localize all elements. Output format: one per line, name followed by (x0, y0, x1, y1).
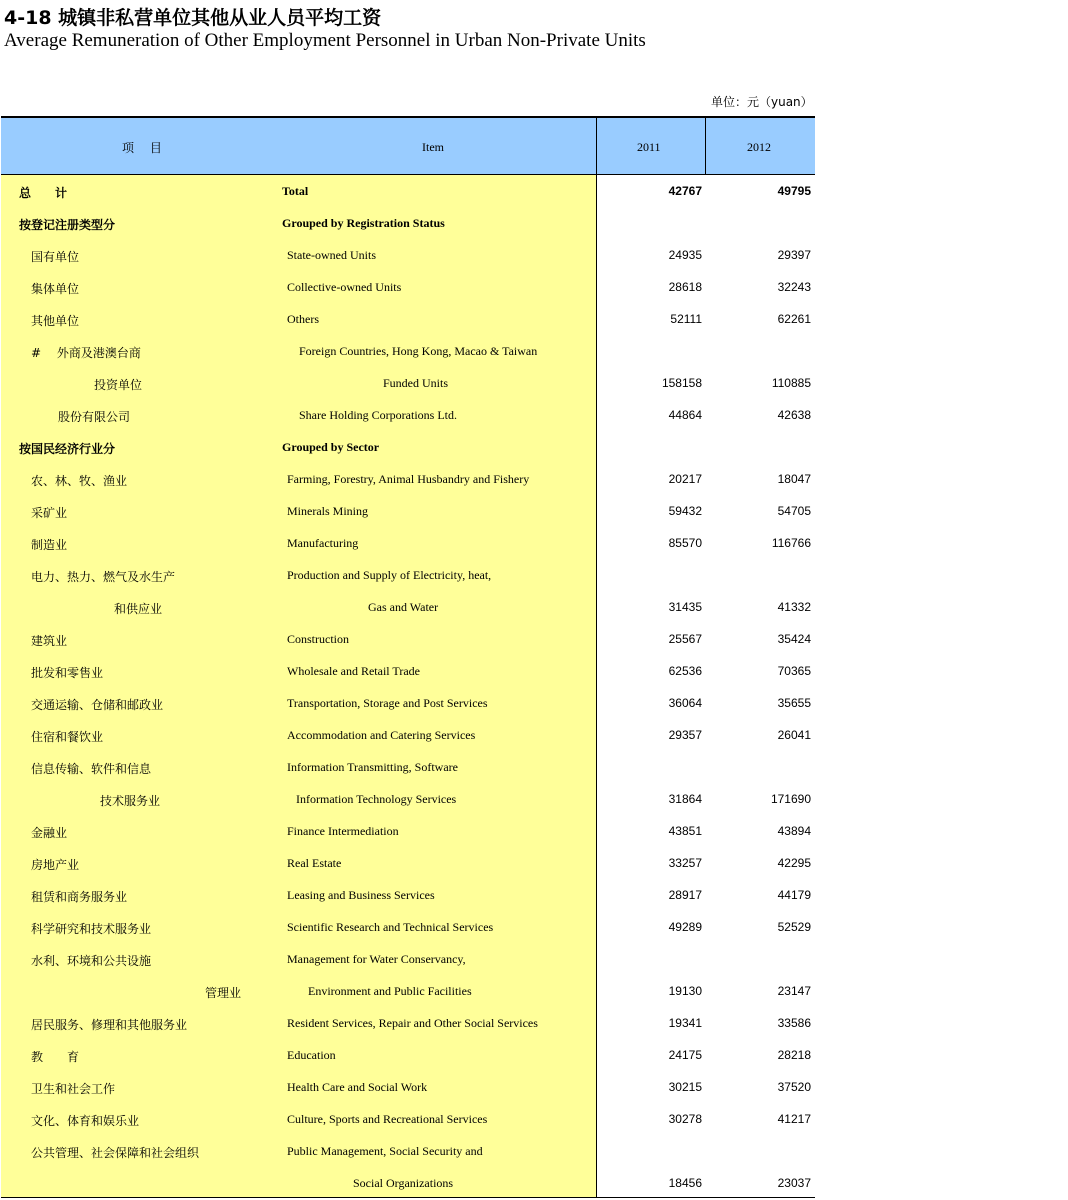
item-label-cn: 总 计 (19, 186, 68, 200)
table-header (1, 116, 815, 175)
value-2012: 23037 (777, 1176, 811, 1190)
item-label-en: Social Organizations (353, 1176, 454, 1190)
table-row (0, 463, 820, 495)
value-2012: 52529 (777, 920, 811, 934)
value-2011: 158158 (661, 376, 702, 390)
value-2012: 32243 (777, 280, 811, 294)
value-2012: 35655 (777, 696, 811, 710)
item-label-en: Public Management, Social Security and (287, 1144, 483, 1158)
header-year-2011: 2011 (637, 140, 661, 154)
item-label-cn: 居民服务、修理和其他服务业 (31, 1018, 188, 1032)
item-label-cn: 金融业 (31, 826, 68, 840)
item-label-en: Education (287, 1048, 336, 1062)
value-2012: 23147 (777, 984, 811, 998)
item-label-cn: 水利、环境和公共设施 (31, 954, 152, 968)
table-row (0, 943, 820, 975)
value-2011: 42767 (668, 184, 702, 198)
value-2011: 30278 (668, 1112, 702, 1126)
table-row (0, 751, 820, 783)
item-label-en: Minerals Mining (287, 504, 368, 518)
page-title-en: Average Remuneration of Other Employment Personnel in Urban Non-Private Units (4, 30, 646, 51)
item-label-cn: 按国民经济行业分 (19, 442, 116, 456)
item-label-en: Grouped by Registration Status (282, 216, 445, 230)
value-2011: 43851 (668, 824, 702, 838)
item-label-en: Scientific Research and Technical Services (287, 920, 494, 934)
item-label-en: Transportation, Storage and Post Services (287, 696, 488, 710)
item-label-cn: 信息传输、软件和信息 (31, 762, 152, 776)
table-row (0, 719, 820, 751)
item-label-en: Total (282, 184, 309, 198)
header-item-cn: 项 目 (122, 141, 168, 155)
item-label-en: Accommodation and Catering Services (287, 728, 476, 742)
value-2011: 29357 (668, 728, 702, 742)
value-2012: 37520 (777, 1080, 811, 1094)
item-label-cn: 建筑业 (31, 634, 68, 648)
table-row (0, 879, 820, 911)
item-label-cn: 批发和零售业 (31, 666, 104, 680)
item-label-cn: 管理业 (205, 986, 242, 1000)
value-2012: 42295 (777, 856, 811, 870)
item-label-cn: 卫生和社会工作 (31, 1082, 116, 1096)
value-2012: 70365 (777, 664, 811, 678)
item-label-cn: 电力、热力、燃气及水生产 (31, 570, 176, 584)
table-row (0, 303, 820, 335)
item-label-en: Grouped by Sector (282, 440, 380, 454)
item-label-en: State-owned Units (287, 248, 376, 262)
item-label-cn: 其他单位 (31, 314, 80, 328)
value-2011: 19341 (668, 1016, 702, 1030)
item-label-cn: 采矿业 (31, 506, 68, 520)
value-2011: 59432 (668, 504, 702, 518)
table-row (0, 687, 820, 719)
value-2012: 18047 (777, 472, 811, 486)
value-2012: 33586 (777, 1016, 811, 1030)
table-row (0, 591, 820, 623)
item-label-cn: 投资单位 (94, 378, 143, 392)
item-label-cn: 交通运输、仓储和邮政业 (31, 698, 164, 712)
value-2011: 28618 (668, 280, 702, 294)
table-row (0, 911, 820, 943)
table-row (0, 559, 820, 591)
value-2012: 171690 (770, 792, 811, 806)
table-row (0, 1071, 820, 1103)
table-row (0, 1167, 820, 1199)
value-2011: 24935 (668, 248, 702, 262)
item-label-cn: 科学研究和技术服务业 (31, 922, 152, 936)
item-label-en: Information Technology Services (296, 792, 457, 806)
value-2012: 29397 (777, 248, 811, 262)
value-2011: 20217 (668, 472, 702, 486)
item-label-cn: 房地产业 (31, 858, 80, 872)
item-label-cn: 租赁和商务服务业 (31, 890, 128, 904)
table-row (0, 527, 820, 559)
unit-label: 单位：元（yuan） (711, 95, 813, 109)
table-row (0, 847, 820, 879)
value-2011: 25567 (668, 632, 702, 646)
item-label-en: Production and Supply of Electricity, heat, (287, 568, 492, 582)
value-2012: 44179 (777, 888, 811, 902)
table-row (0, 271, 820, 303)
header-year-2012: 2012 (747, 140, 771, 154)
item-label-en: Management for Water Conservancy, (287, 952, 466, 966)
table-row (0, 783, 820, 815)
value-2012: 42638 (777, 408, 811, 422)
item-label-cn: 公共管理、社会保障和社会组织 (31, 1146, 200, 1160)
value-2012: 62261 (777, 312, 811, 326)
value-2012: 110885 (771, 376, 811, 390)
item-label-en: Gas and Water (368, 600, 439, 614)
table-row (0, 623, 820, 655)
value-2012: 35424 (777, 632, 811, 646)
table-row (0, 335, 820, 367)
table-row (0, 1039, 820, 1071)
item-label-en: Culture, Sports and Recreational Services (287, 1112, 488, 1126)
item-label-cn: 农、林、牧、渔业 (31, 474, 128, 488)
value-2012: 43894 (777, 824, 811, 838)
table-row (0, 1135, 820, 1167)
value-2012: 28218 (777, 1048, 811, 1062)
value-2011: 31864 (668, 792, 702, 806)
value-2011: 18456 (668, 1176, 702, 1190)
item-label-en: Health Care and Social Work (287, 1080, 428, 1094)
item-label-en: Others (287, 312, 319, 326)
table-row (0, 975, 820, 1007)
item-label-en: Finance Intermediation (287, 824, 399, 838)
value-2011: 31435 (668, 600, 702, 614)
item-label-en: Share Holding Corporations Ltd. (299, 408, 457, 422)
value-2011: 49289 (668, 920, 702, 934)
item-label-en: Foreign Countries, Hong Kong, Macao & Taiwan (299, 344, 538, 358)
page-title-cn: 4-18 城镇非私营单位其他从业人员平均工资 (4, 7, 382, 29)
table-row (0, 175, 820, 207)
table-row (0, 495, 820, 527)
item-label-en: Collective-owned Units (287, 280, 402, 294)
item-label-en: Funded Units (383, 376, 449, 390)
table-row (0, 431, 820, 463)
item-label-en: Wholesale and Retail Trade (287, 664, 420, 678)
value-2011: 85570 (668, 536, 702, 550)
item-label-en: Information Transmitting, Software (287, 760, 458, 774)
item-label-en: Real Estate (287, 856, 342, 870)
item-label-cn: # 外商及港澳台商 (31, 346, 141, 360)
table-row (0, 367, 820, 399)
value-2011: 28917 (668, 888, 702, 902)
value-2012: 116766 (771, 536, 811, 550)
item-label-cn: 住宿和餐饮业 (31, 730, 104, 744)
item-label-cn: 和供应业 (114, 602, 163, 616)
item-label-en: Manufacturing (287, 536, 359, 550)
table-row (0, 207, 820, 239)
item-label-en: Environment and Public Facilities (308, 984, 472, 998)
item-label-cn: 文化、体育和娱乐业 (31, 1114, 140, 1128)
value-2011: 30215 (668, 1080, 702, 1094)
table-row (0, 399, 820, 431)
value-2011: 36064 (668, 696, 702, 710)
table-body (0, 175, 820, 1199)
value-2011: 62536 (668, 664, 702, 678)
item-label-cn: 国有单位 (31, 250, 80, 264)
value-2011: 19130 (668, 984, 702, 998)
table-row (0, 1103, 820, 1135)
item-label-cn: 股份有限公司 (58, 410, 131, 424)
item-label-cn: 按登记注册类型分 (19, 218, 116, 232)
value-2012: 41332 (777, 600, 811, 614)
value-2011: 44864 (668, 408, 702, 422)
table-row (0, 815, 820, 847)
value-2012: 49795 (777, 184, 811, 198)
item-label-cn: 制造业 (31, 538, 68, 552)
value-2012: 26041 (777, 728, 811, 742)
item-label-cn: 技术服务业 (100, 794, 161, 808)
value-2011: 24175 (668, 1048, 702, 1062)
item-label-cn: 集体单位 (31, 282, 80, 296)
value-2012: 41217 (777, 1112, 811, 1126)
value-2011: 52111 (670, 312, 702, 326)
table-row (0, 1007, 820, 1039)
item-label-en: Leasing and Business Services (287, 888, 435, 902)
item-label-en: Resident Services, Repair and Other Social Services (287, 1016, 538, 1030)
table-row (0, 655, 820, 687)
item-label-en: Construction (287, 632, 349, 646)
header-item-en: Item (422, 140, 444, 154)
value-2011: 33257 (668, 856, 702, 870)
item-label-en: Farming, Forestry, Animal Husbandry and Fishery (287, 472, 530, 486)
item-label-cn: 教 育 (31, 1050, 80, 1064)
table-row (0, 239, 820, 271)
value-2012: 54705 (777, 504, 811, 518)
header-year-divider (705, 116, 706, 175)
